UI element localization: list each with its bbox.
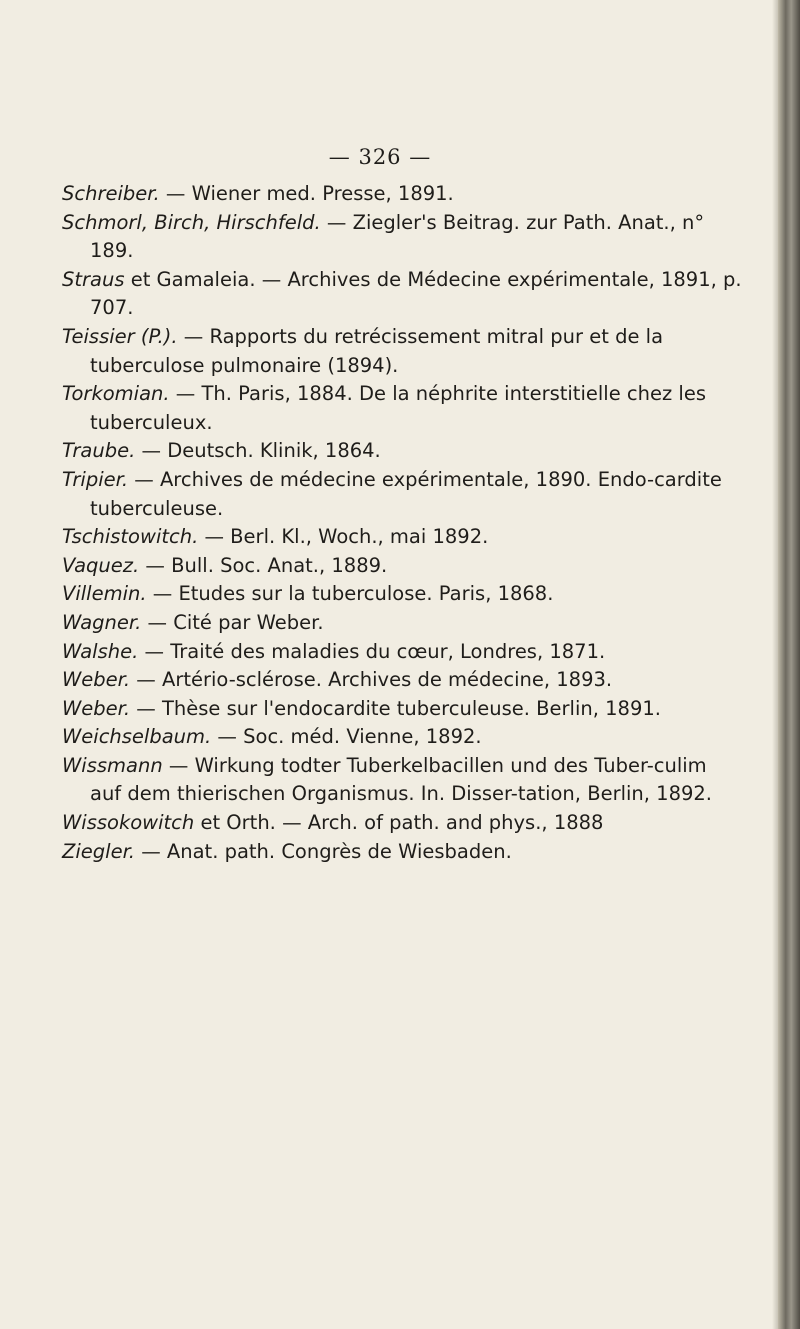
- entry-author: Traube.: [62, 439, 136, 463]
- bibliography-entry: [62, 752, 742, 809]
- bibliography-entry: [62, 695, 742, 724]
- bibliography-entry: [62, 580, 742, 609]
- bibliography-entry: [62, 723, 742, 752]
- bibliography-entry: [62, 523, 742, 552]
- entry-author: Walshe.: [62, 639, 139, 663]
- entry-author: Wagner.: [62, 610, 142, 634]
- bibliography-entry: [62, 666, 742, 695]
- bibliography-entry: [62, 437, 742, 466]
- entry-author: Wissokowitch: [62, 811, 195, 835]
- entry-text: et Gamaleia. — Archives de Médecine expérimentale, 1891, p. 707.: [90, 267, 742, 320]
- entry-text: — Berl. Kl., Woch., mai 1892.: [198, 525, 489, 549]
- entry-text: — Wirkung todter Tuberkelbacillen und des Tuber-culim auf dem thierischen Organismus. In. Disser-tation, Berlin, 1892.: [90, 753, 713, 806]
- entry-text: — Soc. méd. Vienne, 1892.: [211, 725, 482, 749]
- entry-author: Weichselbaum.: [62, 725, 212, 749]
- bibliography-entry: [62, 323, 742, 380]
- bibliography-entry: [62, 180, 742, 209]
- bibliography-entry: [62, 609, 742, 638]
- page-edge: [778, 0, 800, 1329]
- bibliography-entry: [62, 466, 742, 523]
- page-number: — 326 —: [328, 145, 432, 169]
- entry-author: Tschistowitch.: [62, 525, 199, 549]
- entry-text: et Orth. — Arch. of path. and phys., 1888: [194, 811, 604, 835]
- bibliography-entry: [62, 380, 742, 437]
- entry-author: Torkomian.: [62, 382, 170, 406]
- entry-text: — Thèse sur l'endocardite tuberculeuse. Berlin, 1891.: [130, 696, 661, 720]
- entry-author: Straus: [62, 267, 125, 291]
- entry-author: Ziegler.: [62, 839, 135, 863]
- entry-text: — Deutsch. Klinik, 1864.: [135, 439, 381, 463]
- bibliography-entry: [62, 266, 742, 323]
- entry-author: Weber.: [62, 696, 131, 720]
- entry-text: — Bull. Soc. Anat., 1889.: [139, 553, 388, 577]
- bibliography-entry: [62, 809, 742, 838]
- entry-author: Villemin.: [62, 582, 147, 606]
- bibliography-list: [62, 180, 742, 866]
- entry-author: Tripier.: [62, 467, 129, 491]
- entry-author: Weber.: [62, 668, 131, 692]
- entry-text: — Ziegler's Beitrag. zur Path. Anat., n° 189.: [90, 210, 705, 263]
- bibliography-entry: [62, 209, 742, 266]
- bibliography-entry: [62, 638, 742, 667]
- entry-text: — Anat. path. Congrès de Wiesbaden.: [135, 839, 512, 863]
- entry-text: — Artério-sclérose. Archives de médecine, 1893.: [130, 668, 613, 692]
- entry-text: — Th. Paris, 1884. De la néphrite interstitielle chez les tuberculeux.: [90, 382, 706, 434]
- entry-text: — Traité des maladies du cœur, Londres, 1871.: [138, 639, 606, 663]
- entry-text: — Wiener med. Presse, 1891.: [159, 182, 454, 205]
- entry-text: — Rapports du retrécissement mitral pur et de la tuberculose pulmonaire (1894).: [90, 324, 664, 377]
- entry-author: Teissier (P.).: [62, 324, 178, 348]
- entry-text: — Archives de médecine expérimentale, 1890. Endo-cardite tuberculeuse.: [90, 467, 722, 520]
- entry-author: Wissmann: [62, 753, 163, 777]
- entry-text: — Cité par Weber.: [141, 610, 324, 634]
- bibliography-entry: [62, 838, 742, 867]
- entry-author: Schmorl, Birch, Hirschfeld.: [62, 210, 321, 234]
- entry-text: — Etudes sur la tuberculose. Paris, 1868.: [146, 582, 554, 606]
- entry-author: Vaquez.: [62, 553, 140, 577]
- entry-author: Schreiber.: [62, 182, 160, 205]
- bibliography-entry: [62, 552, 742, 581]
